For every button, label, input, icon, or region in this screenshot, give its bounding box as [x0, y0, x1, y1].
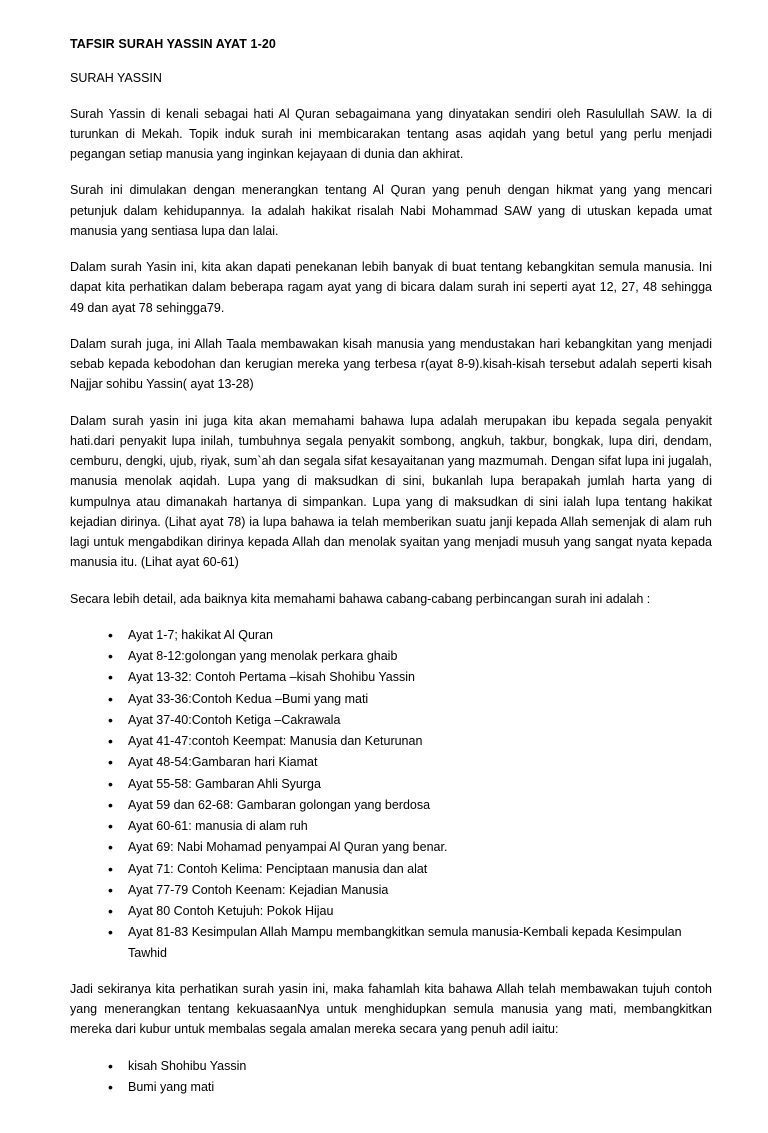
list-item: • Ayat 81-83 Kesimpulan Allah Mampu membangkitkan semula manusia-Kembali kepada Kesimpulan Tawhid — [128, 922, 712, 963]
list-item: • kisah Shohibu Yassin — [128, 1056, 712, 1076]
list-item: • Ayat 1-7; hakikat Al Quran — [128, 625, 712, 645]
list-item: • Ayat 71: Contoh Kelima: Penciptaan manusia dan alat — [128, 859, 712, 879]
closing-paragraph: Jadi sekiranya kita perhatikan surah yasin ini, maka fahamlah kita bahawa Allah telah membawakan tujuh contoh yang menerangkan tentang kekuasaanNya untuk menghidupkan semula manusia yang mati, membangkitkan mereka dari kubur untuk membalas segala amalan mereka secara yang penuh adil iaitu: — [70, 981, 712, 1037]
page-title: TAFSIR SURAH YASSIN AYAT 1-20 — [70, 37, 276, 51]
list-item: • Ayat 59 dan 62-68: Gambaran golongan yang berdosa — [128, 795, 712, 815]
list-item: • Ayat 60-61: manusia di alam ruh — [128, 816, 712, 836]
list-item: • Ayat 41-47:contoh Keempat: Manusia dan Keturunan — [128, 731, 712, 751]
examples-list — [70, 1056, 712, 1098]
list-item: • Ayat 33-36:Contoh Kedua –Bumi yang mati — [128, 689, 712, 709]
paragraph-5: Dalam surah yasin ini juga kita akan memahami bahawa lupa adalah merupakan ibu kepada segala penyakit hati.dari penyakit lupa inilah, tumbuhnya segala penyakit sombong, angkuh, takbur, bongkak, lupa diri, dendam, cemburu, dengki, ujub, riyak, sum`ah dan segala sifat kesayaitanan yang mazmumah. Dengan sifat lupa ini jugalah, manusia menolak aqidah. Lupa yang di maksudkan di sini, bukanlah lupa berapakah jumlah harta yang di kumpulnya atau dimanakah hartanya di simpankan. Lupa yang di maksudkan di sini ialah lupa tentang hakikat kejadian dirinya. (Lihat ayat 78) ia lupa bahawa ia telah memberikan suatu janji kepada Allah semenjak di alam ruh lagi untuk mengabdikan dirinya kepada Allah dan menolak syaitan yang menjadi musuh yang sangat nyata kepada manusia itu. (Lihat ayat 60-61) — [70, 413, 712, 570]
list-item: • Ayat 37-40:Contoh Ketiga –Cakrawala — [128, 710, 712, 730]
list-item: • Ayat 69: Nabi Mohamad penyampai Al Quran yang benar. — [128, 837, 712, 857]
paragraph-4: Dalam surah juga, ini Allah Taala membawakan kisah manusia yang mendustakan hari kebangkitan yang menjadi sebab kepada kebodohan dan kerugian mereka yang terbesa r(ayat 8-9).kisah-kisah tersebut adalah seperti kisah Najjar sohibu Yassin( ayat 13-28) — [70, 336, 712, 392]
list-item: • Ayat 8-12:golongan yang menolak perkara ghaib — [128, 646, 712, 666]
list-item: • Ayat 55-58: Gambaran Ahli Syurga — [128, 774, 712, 794]
section-heading: SURAH YASSIN — [70, 71, 162, 86]
paragraph-2: Surah ini dimulakan dengan menerangkan tentang Al Quran yang penuh dengan hikmat yang yang mencari petunjuk dalam kehidupannya. Ia adalah hakikat risalah Nabi Mohammad SAW yang di utuskan kepada umat manusia yang sentiasa lupa dan lalai. — [70, 183, 712, 238]
list-item: • Ayat 80 Contoh Ketujuh: Pokok Hijau — [128, 901, 712, 921]
list-item: • Ayat 48-54:Gambaran hari Kiamat — [128, 752, 712, 772]
list-item: • Bumi yang mati — [128, 1077, 712, 1097]
paragraph-6: Secara lebih detail, ada baiknya kita memahami bahawa cabang-cabang perbincangan surah ini adalah : — [70, 591, 651, 606]
paragraph-3: Dalam surah Yasin ini, kita akan dapati penekanan lebih banyak di buat tentang kebangkitan semula manusia. Ini dapat kita perhatikan dalam beberapa ragam ayat yang di bicara dalam surah ini seperti ayat 12, 27, 48 sehingga 49 dan ayat 78 sehingga79. — [70, 260, 712, 315]
list-item: • Ayat 13-32: Contoh Pertama –kisah Shohibu Yassin — [128, 667, 712, 687]
list-item: • Ayat 77-79 Contoh Keenam: Kejadian Manusia — [128, 880, 712, 900]
paragraph-1: Surah Yassin di kenali sebagai hati Al Quran sebagaimana yang dinyatakan sendiri oleh Rasulullah SAW. Ia di turunkan di Mekah. Topik induk surah ini membicarakan tentang asas aqidah yang betul yang perlu menjadi pegangan setiap manusia yang inginkan kejayaan di dunia dan akhirat. — [70, 106, 712, 161]
topic-list — [70, 625, 712, 963]
